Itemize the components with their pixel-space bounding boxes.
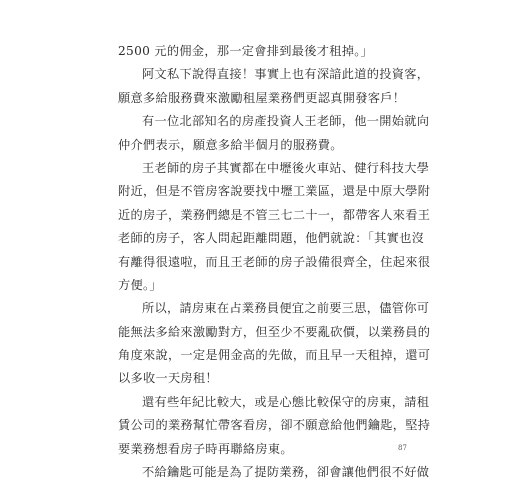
paragraph-5-line-0: 還有些年紀比較大，或是心態比較保守的房東，請租: [142, 394, 430, 409]
paragraph-2-line-0: 有一位北部知名的房產投資人王老師，他一開始就向: [142, 114, 430, 129]
paragraph-5-line-2: 要業務想看房子時再聯絡房東。: [118, 441, 293, 456]
paragraph-1-line-0: 阿文私下說得直接！事實上也有深諳此道的投資客，: [142, 67, 430, 82]
page-number: 87: [398, 444, 407, 452]
body-text: [118, 40, 431, 484]
paragraph-3-line-3: 老師的房子，客人問起距離問題，他們就說：「其實也沒: [118, 231, 425, 246]
paragraph-4-line-3: 以多收一天房租！: [118, 371, 218, 386]
paragraph-3-line-5: 方便。」: [118, 277, 162, 292]
paragraph-4-line-2: 角度來說，一定是佣金高的先做，而且早一天租掉，還可: [118, 348, 431, 363]
paragraph-6-line-0: 不給鑰匙可能是為了提防業務，卻會讓他們很不好做: [142, 465, 430, 480]
paragraph-3-line-1: 附近，但是不管房客說要找中壢工業區，還是中原大學附: [118, 184, 431, 199]
paragraph-3-line-0: 王老師的房子其實都在中壢後火車站、健行科技大學: [142, 160, 430, 175]
paragraph-3-line-4: 有離得很遠啦，而且王老師的房子設備很齊全，住起來很: [118, 254, 431, 269]
paragraph-5-line-1: 賃公司的業務幫忙帶客看房，卻不願意給他們鑰匙，堅持: [118, 418, 431, 433]
paragraph-0-line-0: 2500 元的佣金，那一定會排到最後才租掉。」: [118, 44, 374, 58]
paragraph-1-line-1: 願意多給服務費來激勵租屋業務們更認真開發客戶！: [118, 90, 406, 105]
paragraph-3-line-2: 近的房子，業務們總是不管三七二十一，都帶客人來看王: [118, 207, 431, 222]
paragraph-2-line-1: 仲介們表示，願意多給半個月的服務費。: [118, 137, 343, 152]
paragraph-4-line-0: 所以，請房東在占業務員便宜之前要三思，儘管你可: [142, 301, 430, 316]
paragraph-4-line-1: 能無法多給來激勵對方，但至少不要亂砍價，以業務員的: [118, 324, 431, 339]
